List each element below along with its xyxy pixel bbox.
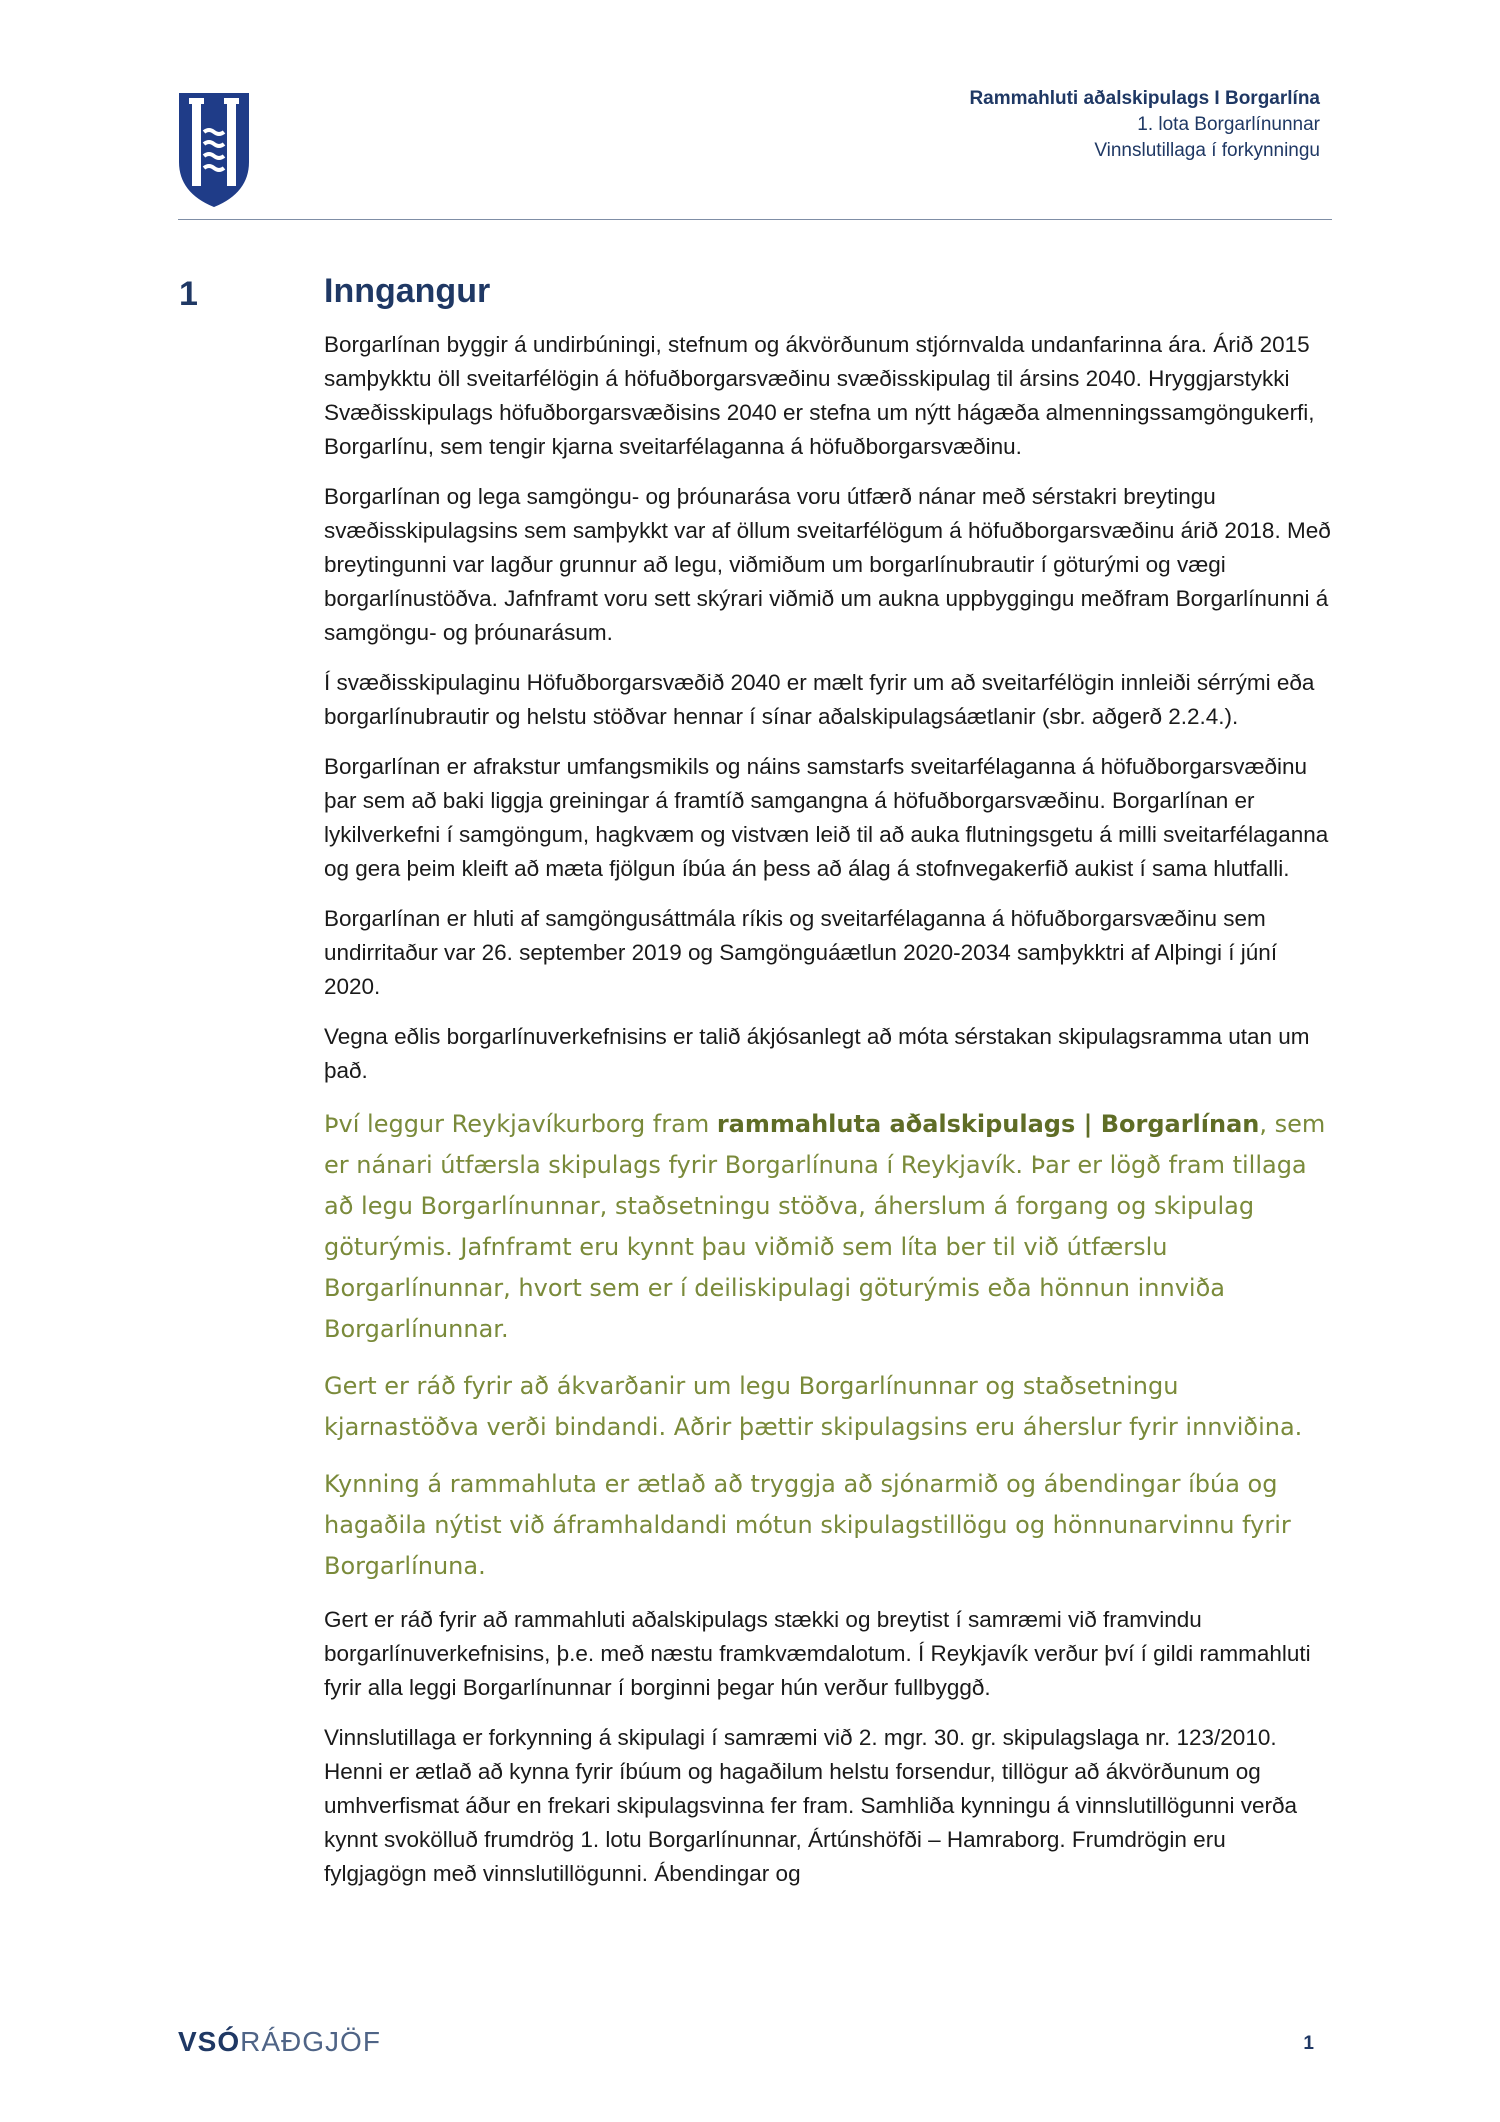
paragraph: Borgarlínan og lega samgöngu- og þróunarása voru útfærð nánar með sérstakri breytingu svæðisskipulagsins sem samþykkt var af öllum sveitarfélögum á höfuðborgarsvæðinu árið 2018. Með breytingunni var lagður grunnur að legu, viðmiðum um borgarlínubrautir í göturými og vægi borgarlínustöðva. Jafnframt voru sett skýrari viðmið um aukna uppbyggingu meðfram Borgarlínunni á samgöngu- og þróunarásum. [324, 484, 1331, 645]
vso-radgjof-logo [178, 2026, 381, 2058]
paragraph: Borgarlínan er afrakstur umfangsmikils og náins samstarfs sveitarfélaganna á höfuðborgarsvæðinu þar sem að baki liggja greiningar á framtíð samgangna á höfuðborgarsvæðinu. Borgarlínan er lykilverkefni í samgöngum, hagkvæm og vistvæn leið til að auka flutningsgetu á milli sveitarfélaganna og gera þeim kleift að mæta fjölgun íbúa án þess að álag á stofnvegakerfið aukist í sama hlutfalli. [324, 754, 1329, 881]
chapter-number: 1 [179, 275, 198, 313]
paragraph: Borgarlínan byggir á undirbúningi, stefnum og ákvörðunum stjórnvalda undanfarinna ára. Árið 2015 samþykktu öll sveitarfélögin á höfuðborgarsvæðinu svæðisskipulag til ársins 2040. Hryggjarstykki Svæðisskipulags höfuðborgarsvæðisins 2040 er stefna um nýtt hágæða almenningssamgöngukerfi, Borgarlínu, sem tengir kjarna sveitarfélaganna á höfuðborgarsvæðinu. [324, 332, 1315, 459]
highlight-text: , sem er nánari útfærsla skipulags fyrir Borgarlínuna í Reykjavík. Þar er lögð fram tillaga að legu Borgarlínunnar, staðsetningu stöðva, áherslum á forgang og skipulag göturýmis. Jafnframt eru kynnt þau viðmið sem líta ber til við útfærslu Borgarlínunnar, hvort sem er í deiliskipulagi göturýmis eða hönnun innviða Borgarlínunnar. [324, 1110, 1326, 1343]
header-status: Vinnslutillaga í forkynningu [1094, 140, 1320, 161]
highlight-bold-text: rammahluta aðalskipulags | Borgarlínan [716, 1110, 1260, 1138]
running-header [969, 86, 1320, 164]
paragraph: Borgarlínan er hluti af samgöngusáttmála ríkis og sveitarfélaganna á höfuðborgarsvæðinu sem undirritaður var 26. september 2019 og Samgönguáætlun 2020-2034 samþykktri af Alþingi í júní 2020. [324, 906, 1278, 999]
chapter-title: Inngangur [324, 272, 491, 310]
header-title: Rammahluti aðalskipulags I Borgarlína [969, 88, 1320, 109]
paragraph: Gert er ráð fyrir að rammahluti aðalskipulags stækki og breytist í samræmi við framvindu borgarlínuverkefnisins, þ.e. með næstu framkvæmdalotum. Í Reykjavík verður því í gildi rammahluti fyrir alla leggi Borgarlínunnar í borginni þegar hún verður fullbyggð. [324, 1607, 1311, 1700]
header-subtitle: 1. lota Borgarlínunnar [1137, 114, 1320, 135]
highlight-text: Því leggur Reykjavíkurborg fram [324, 1110, 717, 1138]
logo-light-part: RÁÐGJÖF [240, 2026, 381, 2057]
paragraph: Í svæðisskipulaginu Höfuðborgarsvæðið 2040 er mælt fyrir um að sveitarfélögin innleiði sérrými eða borgarlínubrautir og helstu stöðvar hennar í sínar aðalskipulagsáætlanir (sbr. aðgerð 2.2.4.). [324, 670, 1315, 729]
highlight-paragraph [324, 1104, 1334, 1350]
body-text [324, 328, 1334, 1907]
reykjavik-coat-of-arms-icon [178, 92, 250, 208]
paragraph: Vinnslutillaga er forkynning á skipulagi í samræmi við 2. mgr. 30. gr. skipulagslaga nr. 123/2010. Henni er ætlað að kynna fyrir íbúum og hagaðilum helstu forsendur, tillögur að ákvörðunum og umhverfismat áður en frekari skipulagsvinna fer fram. Samhliða kynningu á vinnslutillögunni verða kynnt svokölluð frumdrög 1. lotu Borgarlínunnar, Ártúnshöfði – Hamraborg. Frumdrögin eru fylgjagögn með vinnslutillögunni. Ábendingar og [324, 1725, 1297, 1886]
highlight-paragraph: Kynning á rammahluta er ætlað að tryggja að sjónarmið og ábendingar íbúa og hagaðila nýtist við áframhaldandi mótun skipulagstillögu og hönnunarvinnu fyrir Borgarlínuna. [324, 1470, 1291, 1580]
header-divider [178, 219, 1332, 220]
page-number: 1 [1303, 2033, 1314, 2054]
paragraph: Vegna eðlis borgarlínuverkefnisins er talið ákjósanlegt að móta sérstakan skipulagsramma utan um það. [324, 1024, 1310, 1083]
highlight-paragraph: Gert er ráð fyrir að ákvarðanir um legu Borgarlínunnar og staðsetningu kjarnastöðva verði bindandi. Aðrir þættir skipulagsins eru áherslur fyrir innviðina. [324, 1372, 1303, 1441]
logo-bold-part: VSÓ [178, 2026, 241, 2057]
